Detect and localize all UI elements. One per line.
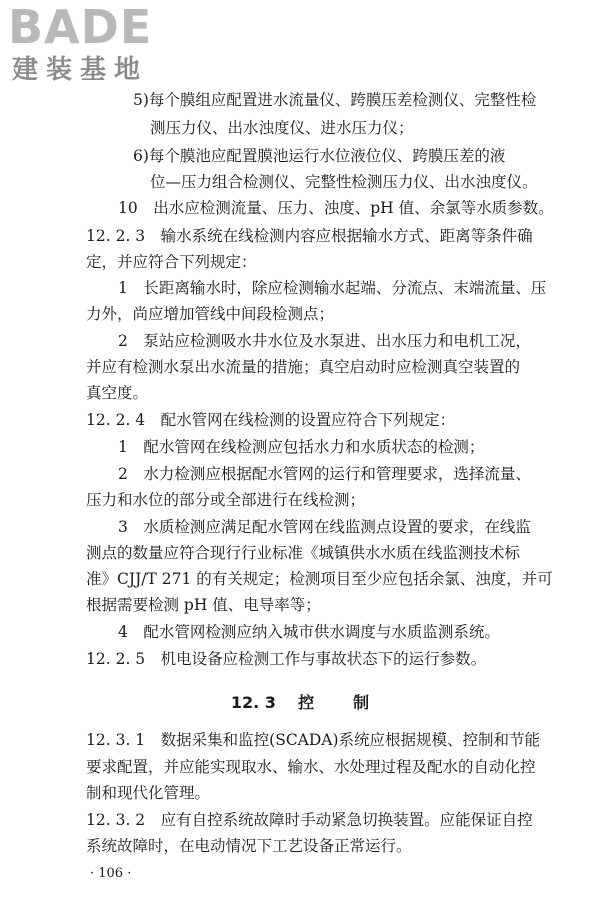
text-line: 10 出水应检测流量、压力、浊度、pH 值、余氯等水质参数。 — [118, 199, 554, 217]
section-title-part1: 控 — [298, 693, 315, 712]
text-line: 定，并应符合下列规定： — [86, 253, 257, 271]
text-line: 测点的数量应符合现行行业标准《城镇供水水质在线监测技术标 — [86, 544, 521, 562]
page-number: · 106 · — [90, 866, 132, 881]
text-line: 要求配置，并应能实现取水、输水、水处理过程及配水的自动化控 — [86, 758, 536, 776]
logo-brand: BADE — [8, 0, 153, 54]
section-title-part2: 制 — [353, 693, 370, 712]
text-line: 制和现代化管理。 — [86, 784, 211, 802]
text-line: 准》CJJ/T 271 的有关规定；检测项目至少应包括余氯、浊度，并可 — [86, 570, 553, 588]
text-line: 系统故障时，在电动情况下工艺设备正常运行。 — [86, 837, 412, 855]
clause-12-3-1: 12. 3. 1 数据采集和监控(SCADA)系统应根据规模、控制和节能 — [86, 731, 541, 749]
text-line: 压力和水位的部分或全部进行在线检测； — [86, 491, 366, 509]
text-line: 真空度。 — [86, 384, 149, 402]
text-line: 并应有检测水泵出水流量的措施；真空启动时应检测真空装置的 — [86, 358, 521, 376]
clause-12-2-4: 12. 2. 4 配水管网在线检测的设置应符合下列规定： — [86, 411, 456, 429]
text-line: 2 泵站应检测吸水井水位及水泵进、出水压力和电机工况， — [118, 332, 531, 350]
text-line: 6)每个膜池应配置膜池运行水位液位仪、跨膜压差的液 — [133, 147, 506, 165]
site-logo — [8, 2, 178, 92]
text-line: 4 配水管网检测应纳入城市供水调度与水质监测系统。 — [118, 623, 500, 641]
logo-subtitle: 建装基地 — [12, 55, 149, 85]
text-line: 5)每个膜组应配置进水流量仪、跨膜压差检测仪、完整性检 — [133, 91, 537, 109]
clause-12-3-2: 12. 3. 2 应有自控系统故障时手动紧急切换装置。应能保证自控 — [86, 811, 533, 829]
clause-12-2-3: 12. 2. 3 输水系统在线检测内容应根据输水方式、距离等条件确 — [86, 227, 533, 245]
section-heading — [0, 690, 600, 713]
text-line: 位—压力组合检测仪、完整性检测压力仪、出水浊度仪。 — [150, 173, 538, 191]
section-number: 12. 3 — [230, 693, 276, 712]
text-line: 根据需要检测 pH 值、电导率等； — [86, 596, 321, 614]
clause-12-2-5: 12. 2. 5 机电设备应检测工作与事故状态下的运行参数。 — [86, 650, 487, 668]
text-line: 1 长距离输水时，除应检测输水起端、分流点、末端流量、压 — [118, 279, 547, 297]
text-line: 测压力仪、出水浊度仪、进水压力仪； — [150, 119, 414, 137]
text-line: 2 水力检测应根据配水管网的运行和管理要求，选择流量、 — [118, 465, 531, 483]
text-line: 力外，尚应增加管线中间段检测点； — [86, 305, 335, 323]
text-line: 1 配水管网在线检测应包括水力和水质状态的检测； — [118, 438, 485, 456]
text-line: 3 水质检测应满足配水管网在线监测点设置的要求，在线监 — [118, 518, 531, 536]
